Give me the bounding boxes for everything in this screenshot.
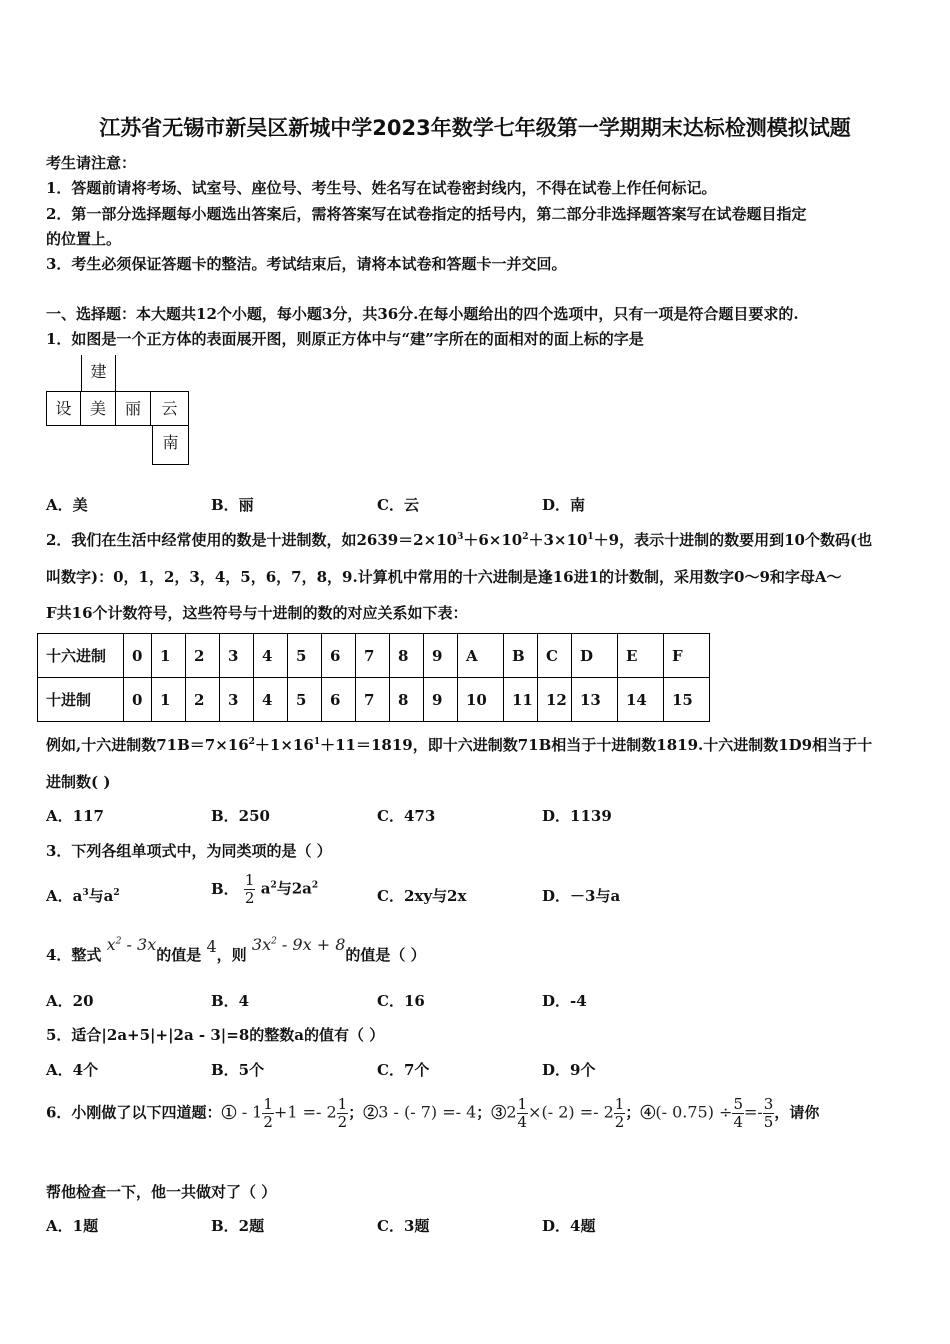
table-cell: 9 [424, 634, 458, 678]
math: ×(- 2) =- 2 [528, 1102, 614, 1122]
table-row [38, 634, 710, 678]
table-cell: 4 [254, 634, 288, 678]
var: - 3x [121, 935, 157, 954]
net-cell: 建 [81, 355, 116, 391]
table-cell: 8 [390, 678, 424, 722]
option-c: C．16 [377, 992, 425, 1010]
option-a: A．4个 [46, 1061, 99, 1079]
table-cell: 3 [220, 634, 254, 678]
text: ，则 [216, 946, 247, 964]
text: ＋9，表示十进制的数要用到10个数码(也 [593, 531, 873, 549]
net-cell: 丽 [116, 391, 151, 426]
text: 2．我们在生活中经常使用的数是十进制数，如2639＝2×10 [46, 531, 458, 549]
text: ，请你 [774, 1103, 820, 1122]
option-c: C．7个 [377, 1061, 430, 1079]
fraction [614, 1096, 626, 1131]
option-a: A．20 [46, 992, 94, 1010]
option-b: B．丽 [211, 496, 254, 514]
exponent: 3 [457, 532, 464, 542]
table-cell: 7 [356, 634, 390, 678]
denominator: 2 [337, 1113, 348, 1131]
net-cell: 设 [46, 391, 81, 426]
text: ＋1×16 [254, 736, 314, 754]
exponent: 2 [115, 936, 122, 947]
table-cell: 15 [664, 678, 710, 722]
math-expression [107, 935, 157, 954]
text: 4．整式 [46, 946, 102, 964]
table-cell: F [664, 634, 710, 678]
table-cell: C [538, 634, 572, 678]
table-cell: 5 [288, 678, 322, 722]
numerator: 5 [733, 1095, 743, 1113]
option-a: A．117 [46, 807, 104, 825]
option-a: A．1题 [46, 1217, 99, 1235]
option-a [46, 885, 120, 906]
option-d: D．－3与a [542, 887, 621, 905]
math: - 1 [241, 1102, 263, 1122]
question-1-stem: 1．如图是一个正方体的表面展开图，则原正方体中与“建”字所在的面相对的面上标的字是 [46, 330, 644, 348]
option-d: D．4题 [542, 1217, 596, 1235]
numerator: 3 [763, 1095, 774, 1113]
table-cell: 9 [424, 678, 458, 722]
notice-item: 3．考生必须保证答题卡的整洁。考试结束后，请将本试卷和答题卡一并交回。 [46, 255, 567, 273]
exponent: 2 [113, 888, 120, 898]
option-c: C．2xy与2x [377, 887, 467, 905]
table-cell: E [618, 634, 664, 678]
var: x [106, 935, 116, 954]
text: 的值是（ ） [345, 946, 426, 964]
question-4-stem [46, 935, 426, 965]
table-cell: 2 [186, 634, 220, 678]
denominator: 5 [763, 1113, 774, 1131]
question-3-stem: 3．下列各组单项式中，为同类项的是（ ） [46, 842, 332, 860]
text: a [260, 879, 271, 898]
denominator: 4 [517, 1113, 528, 1131]
net-cell: 美 [81, 391, 116, 426]
question-2-line: 叫数字)：0，1，2，3，4，5，6，7，8，9.计算机中常用的十六进制是逢16进1的计数制，采用数字0～9和字母A～ [46, 568, 842, 586]
option-c: C．云 [377, 496, 419, 514]
text: 与2a [276, 879, 312, 898]
exponent: 1 [313, 737, 321, 747]
option-b: B．5个 [211, 1061, 265, 1079]
math: 2 [506, 1102, 517, 1122]
notice-heading: 考生请注意： [46, 154, 137, 172]
table-cell: 十进制 [38, 678, 124, 722]
denominator: 4 [733, 1113, 743, 1131]
table-row [38, 678, 710, 722]
question-2-example: 进制数( ) [46, 773, 111, 791]
question-2-line [46, 529, 872, 550]
numerator: 1 [244, 871, 255, 889]
math-expression [252, 935, 345, 954]
var: - 9x + 8 [276, 935, 346, 954]
table-cell: D [572, 634, 618, 678]
text: ；③ [476, 1103, 507, 1122]
math: 3 - (- 7) =- 4 [378, 1102, 477, 1122]
numerator: 1 [517, 1095, 528, 1113]
notice-item: 1．答题前请将考场、试室号、座位号、考生号、姓名写在试卷密封线内，不得在试卷上作任何标记。 [46, 179, 717, 197]
table-cell: 7 [356, 678, 390, 722]
table-cell: 11 [504, 678, 538, 722]
net-cell: 云 [151, 391, 189, 426]
table-cell: 2 [186, 678, 220, 722]
text: ＋11＝1819，即十六进制数71B相当于十进制数1819.十六进制数1D9相当于十 [320, 736, 873, 754]
denominator: 2 [614, 1113, 625, 1131]
option-d: D．1139 [542, 807, 612, 825]
table-cell: 0 [124, 678, 152, 722]
denominator: 2 [244, 889, 255, 907]
option-a: A．美 [46, 496, 88, 514]
exponent: 2 [270, 880, 277, 891]
table-cell: 4 [254, 678, 288, 722]
text: B． [211, 879, 239, 898]
option-d: D．9个 [542, 1061, 596, 1079]
question-2-line: F共16个计数符号，这些符号与十进制的数的对应关系如下表： [46, 604, 468, 622]
question-5-stem: 5．适合|2a+5|+|2a - 3|=8的整数a的值有（ ） [46, 1026, 385, 1044]
text: ＋6×10 [463, 531, 523, 549]
option-b [211, 872, 318, 907]
table-cell: 6 [322, 678, 356, 722]
fraction [517, 1096, 529, 1131]
text: 例如,十六进制数71B＝7×16 [46, 736, 249, 754]
exponent: 2 [522, 532, 529, 542]
math-value: 4 [206, 937, 217, 956]
text: ；② [348, 1103, 379, 1122]
text: 的值是 [156, 946, 202, 964]
option-b: B．250 [211, 807, 270, 825]
table-cell: 13 [572, 678, 618, 722]
fraction [244, 872, 256, 907]
table-cell: 6 [322, 634, 356, 678]
text: ＋3×10 [528, 531, 588, 549]
exponent: 3 [82, 888, 89, 898]
page-title: 江苏省无锡市新吴区新城中学2023年数学七年级第一学期期末达标检测模拟试题 [99, 116, 851, 140]
math: =- [743, 1102, 763, 1122]
table-cell: 1 [152, 634, 186, 678]
table-cell: 十六进制 [38, 634, 124, 678]
table-cell: 8 [390, 634, 424, 678]
table-cell: 1 [152, 678, 186, 722]
notice-item: 的位置上。 [46, 230, 122, 248]
exponent: 2 [248, 737, 255, 747]
table-cell: 5 [288, 634, 322, 678]
text: 与a [88, 887, 114, 905]
question-6-stem [46, 1096, 819, 1131]
fraction [763, 1096, 775, 1131]
numerator: 1 [337, 1095, 348, 1113]
table-cell: A [458, 634, 504, 678]
hex-table [37, 633, 710, 722]
var: 3x [251, 935, 272, 954]
table-cell: 10 [458, 678, 504, 722]
option-c: C．3题 [377, 1217, 430, 1235]
table-cell: 3 [220, 678, 254, 722]
fraction [262, 1096, 274, 1131]
net-cell: 南 [152, 426, 189, 465]
fraction [337, 1096, 349, 1131]
numerator: 1 [263, 1095, 273, 1113]
table-cell: 14 [618, 678, 664, 722]
table-cell: B [504, 634, 538, 678]
exponent: 2 [271, 936, 277, 947]
option-b: B．2题 [211, 1217, 265, 1235]
option-c: C．473 [377, 807, 436, 825]
table-cell: 12 [538, 678, 572, 722]
exponent: 2 [311, 880, 319, 891]
fraction [732, 1096, 744, 1131]
table-cell: 0 [124, 634, 152, 678]
denominator: 2 [263, 1113, 273, 1131]
math: +1 =- 2 [273, 1102, 337, 1122]
option-d: D．南 [542, 496, 586, 514]
text: A．a [46, 887, 83, 905]
notice-item: 2．第一部分选择题每小题选出答案后，需将答案写在试卷指定的括号内，第二部分非选择题答案写在试卷题目指定 [46, 205, 807, 223]
text: 6．小刚做了以下四道题：① [46, 1103, 237, 1122]
question-2-example [46, 734, 872, 755]
text: ；④ [625, 1103, 656, 1122]
section-heading: 一、选择题：本大题共12个小题，每小题3分，共36分.在每小题给出的四个选项中，只有一项是符合题目要求的. [46, 305, 799, 323]
option-b: B．4 [211, 992, 250, 1010]
math: (- 0.75) ÷ [655, 1102, 733, 1122]
question-6-line: 帮他检查一下，他一共做对了（ ） [46, 1183, 277, 1201]
exponent: 1 [587, 532, 594, 542]
numerator: 1 [614, 1095, 625, 1113]
option-d: D．-4 [542, 992, 587, 1010]
